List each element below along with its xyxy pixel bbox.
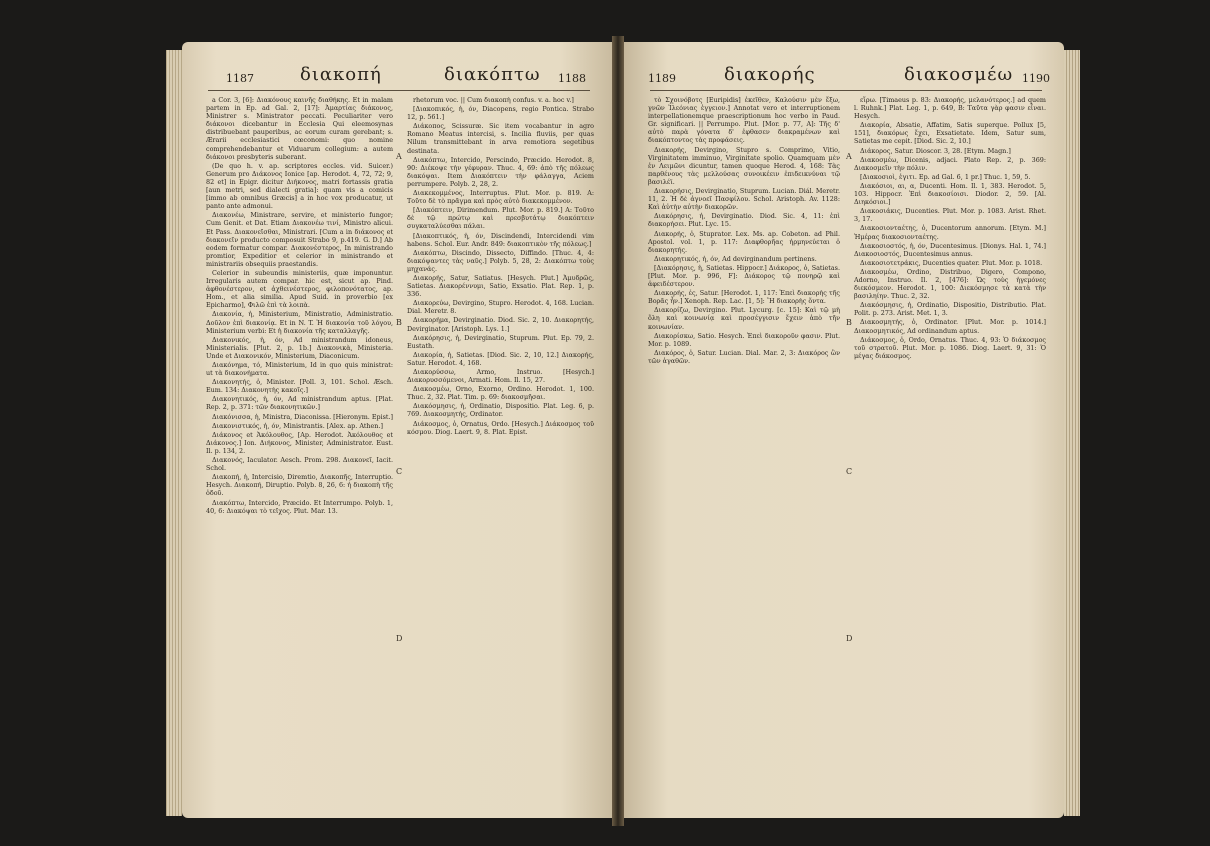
dictionary-entry: Διακορίσκω, Satio. Hesych. Ἐπεὶ διακοροῦν φασιν. Plut. Mor. p. 1089. — [648, 331, 840, 348]
dictionary-entry: Διακόσμησις, ἡ, Ordinatio, Dispositio. Plat. Leg. 6, p. 769. Διακοσμητής, Ordinator. — [407, 402, 594, 419]
section-marker: A — [396, 152, 402, 161]
running-headword: διακορής — [724, 64, 816, 85]
dictionary-entry: Διακονητικός, ἡ, όν, Ad ministrandum aptus. [Plat. Rep. 2, p. 371: τῶν διακονητικῶν.] — [206, 395, 393, 412]
dictionary-entry: Διακόνημα, τό, Ministerium, Id in quo quis ministrat: ut τὰ διακονήματα. — [206, 361, 393, 378]
dictionary-entry: (De quo h. v. ap. scriptores eccles. vid. Suicer.) Generum pro Διάκονος Ionice [ap. Herodot. 4, 72, 72; 9, 82 et] in Epigr. dicitur Διήκονος, matri fortassis gratia [aun metri, sed dialecti gratia]: quam vis a comicis [immo ab omnibus Græcis] a in hoc vox producatur, ut panto ante admonui. — [206, 161, 393, 211]
dictionary-entry: Διακοσμέω, Dicenis, adjaci. Plato Rep. 2, p. 369: Διακοσμεῖν τὴν πόλιν. — [854, 155, 1046, 172]
dictionary-entry: Διακοπή, ἡ, Intercisio, Diremtio, Διακοπῆς, Interruptio. Hesych. Διακοπή, Diruptio. Polyb. 8, 26, 6: ἡ διακοπὴ τῆς ὁδοῦ. — [206, 473, 393, 498]
dictionary-entry: Celerior in subeundis ministeriis, quæ imponuntur. Irregularis autem compar. hic est, sicut ap. Pind. ἀφθονέστερον, et ἀχθεινέστερος, φιλοπονότατος, ap. Hom., et alia similia. Apud Suid. in proverbio [ex Epicharmo], Φιλῶ ἐπὶ τὰ λοιπὰ. — [206, 268, 393, 310]
dictionary-entry: Διακορύσσω, Armo, Instruo. [Hesych.] Διακορυσσόμενοι, Armati. Hom. Il. 15, 27. — [407, 368, 594, 385]
dictionary-entry: τὸ Σχοινόβοτς [Euripidis] ἐκεῖθεν, Καλούσιν μὲν ἔξω, γνῶν Ἰλεόνιας ἐγγειον.] Annotat vero et interruptionem interpellationemque praescriptionum hoc verbo in Paud. Gr. significari. || Perrumpo. Plut. [Mor. p. 77, A]: Τῆς δ' αὐτὸ παρὰ γόνατα δ' ἐφθασεν διακραμένων καὶ διακόπτοντος τὰς προφάσεις. — [648, 96, 840, 145]
dictionary-entry: Διακορήσις, Devirginatio, Stuprum. Lucian. Diál. Meretr. 11, 2. Ἡ δὲ ἀγνοεῖ Πασφίλου. Schol. Aristoph. Av. 1128: Καὶ ἀὐτὴν αὐτὴν διακορῶν. — [648, 187, 840, 212]
right-page-header — [624, 62, 1064, 90]
dictionary-entry: Διακορεύω, Devirgino, Stupro. Herodot. 4, 168. Lucian. Dial. Meretr. 8. — [407, 299, 594, 316]
section-marker: C — [396, 467, 403, 476]
text-column — [407, 96, 594, 808]
dictionary-entry: Διακόρος, ὁ, Satur. Lucian. Dial. Mar. 2, 3: Διακόρος ὢν τῶν ἀγαθῶν. — [648, 348, 840, 365]
dictionary-entry: εἴρω. [Timaeus p. 83: Διακορής, μελανότερος.] ad quem l. Ruhnk.] Plat. Leg. 1, p. 649, B: Ταῦτα γὰρ φασιν εἶναι. Hesych. — [854, 96, 1046, 121]
dictionary-entry: Διακεκομμένος, Interruptus. Plut. Mor. p. 819. A: Τοῦτο δὲ τὸ πρᾶγμα καὶ πρὸς αὐτὸ διακεκομμένον. — [407, 189, 594, 206]
dictionary-entry: Διακορής, Satur, Satiatus. [Hesych. Plut.] Ἀμυδρῶς, Satietas. Διακορέννυμι, Satio, Exsatio. Plat. Rep. 1, p. 336. — [407, 273, 594, 299]
dictionary-entry: Διακορίζω, Devirgino. Plut. Lycurg. [c. 15]: Καὶ τῷ μὴ ὅλη καὶ κοινωνίᾳ καὶ προσέγγισιν ἔχειν ἀπὸ τῆν κοινωνίαν. — [648, 306, 840, 331]
dictionary-entry: Διακονός, Iaculator. Aesch. Prom. 298. Διακονεῖ, Iacit. Schol. — [206, 456, 393, 473]
dictionary-entry: Διάκορος, Satur. Dioscor. 3, 28. [Etym. Magn.] — [860, 146, 1011, 155]
dictionary-entry: Διακορής, Devirgino, Stupro s. Comprimo, Vitio, Virginitatem imminuo, Virginitate spolio. Quamquam μὲν ἐν Λειμῶνι dicuntur, tamen quoque Herod. 4, 168: Τὰς παρθένους τὰς μελλούσας συνοικέειν ἐπιδεικνύναι τῷ βασιλέϊ. — [648, 145, 840, 186]
dictionary-entry: Διακόσμησις, ἡ, Ordinatio, Dispositio, Distributio. Plat. Polit. p. 273. Arist. Met. 1, 3. — [854, 301, 1046, 318]
page-number: 1189 — [648, 72, 676, 85]
running-headword: διακοσμέω — [904, 64, 1014, 85]
dictionary-entry: Διάκοπος, Scissuræ. Sic item vocabantur in agro Romano Meatus intercisi, s. Incilia fluviis, per quas Nilum transmittebant in arva remotiora segetibus destinata. — [407, 122, 594, 155]
page-number: 1188 — [558, 72, 586, 85]
dictionary-entry: Διακορία, Absatie, Affatim, Satis superque. Pollux [5, 151], διακόρως ἔχει, Exsatietate. Idem, Satur sum, Satietas me cepit. [Diod. Sic. 2, 10.] — [854, 121, 1046, 146]
page-number: 1190 — [1022, 72, 1050, 85]
dictionary-entry: rhetorum voc. || Cum διακοπὴ confus. v. a. hoc v.] — [413, 96, 574, 104]
dictionary-entry: Διακόρησις, ἡ, Devirginatio. Diod. Sic. 4, 11: ἐπὶ διακορήσει. Plut. Lyc. 15. — [648, 212, 840, 229]
left-page-header — [182, 62, 612, 90]
section-marker: D — [396, 634, 403, 643]
dictionary-entry: Διάκοσμος, ὁ, Ordo, Ornatus. Thuc. 4, 93: Ὁ διάκοσμος τοῦ στρατοῦ. Plut. Mor. p. 1086. Diog. Laert. 9, 31: Ὁ μέγας διάκοσμος. — [854, 335, 1046, 360]
dictionary-entry: Διακοσιονταέτης, ὁ, Ducentorum annorum. [Etym. M.] Ἡμέρας διακοσιονταέτης. — [854, 224, 1046, 241]
dictionary-entry: Διακόπτω, Discindo, Dissecto, Diffindo. [Thuc. 4, 4: διακόψαντες τὰς ναῦς.] Polyb. 5, 28, 2: Διακόπτω τοὺς μηχανάς. — [407, 248, 594, 273]
right-page-edges — [1064, 50, 1080, 816]
dictionary-entry: Διάκονος et Ἀκόλουθος, [Ap. Herodot. Ἀκόλουθος et Διάκονος.] Ion. Διήκονος, Minister, Administrator. Eust. Il. p. 134, 2. — [206, 430, 393, 455]
dictionary-entry: Διάκοσμος, ὁ, Ornatus, Ordo. [Hesych.] Διάκοσμος τοῦ κόσμου. Diog. Laert. 9, 8. Plat. Epist. — [407, 419, 594, 436]
dictionary-entry: Διακορής, ὁ, Stuprator. Lex. Ms. ap. Cobeton. ad Phil. Apostol. vol. 1, p. 117: Διαφθορῆας ἡρμηνεύεται ὁ διακορητής. — [648, 229, 840, 254]
header-rule — [650, 90, 1042, 91]
dictionary-entry: Διακονητής, ὁ, Minister. [Poll. 3, 101. Schol. Æsch. Eum. 134: Διακονητὴς κακοῖς.] — [206, 378, 393, 395]
dictionary-entry: Διακοσμητής, ὁ, Ordinator. [Plut. Mor. p. 1014.] Διακοσμητικός, Ad ordinandum aptus. — [854, 318, 1046, 335]
dictionary-entry: Διακονιστικός, ἡ, όν, Ministrantis. [Alex. ap. Athen.] — [212, 421, 383, 430]
right-page — [624, 42, 1064, 818]
dictionary-entry: Διακοσμέω, Ordino, Distribuo, Digero, Compono, Adorno, Instruo. Il. 2, [476]: Ὡς τοὺς ἡγεμόνες διεκόσμεον. Herodot. 1, 100: Διεκόσμησε τὰ κατὰ τὴν βασιληίην. Thuc. 2, 32. — [854, 267, 1046, 301]
running-headword: διακοπή — [300, 64, 382, 85]
text-column — [648, 96, 840, 808]
dictionary-entry: Διακονικός, ἡ, όν, Ad ministrandum idoneus, Ministerialis. [Plut. 2, p. 1b.] Διακονικὰ, Ministeria. Unde et Διακονικόν, Ministerium, Diaconicum. — [206, 335, 393, 360]
right-page-columns — [648, 96, 1046, 808]
left-page — [182, 42, 612, 818]
dictionary-entry: [Διακοπτικός, ἡ, όν, Discindendi, Intercidendi vim habens. Schol. Eur. Andr. 849: διακοπτικὸν τῆς πόλεως.] — [407, 231, 594, 248]
dictionary-entry: [Διακοσιοὶ, ἐγιτι. Ep. ad Gal. 6, 1 pr.] Thuc. 1, 59, 5. — [860, 172, 1031, 181]
dictionary-entry: Διακόνισσα, ἡ, Ministra, Diaconissa. [Hieronym. Epist.] — [212, 412, 393, 421]
dictionary-entry: Διακοσιοτετράκις, Ducenties quater. Plut. Mor. p. 1018. — [860, 258, 1043, 267]
page-number: 1187 — [226, 72, 254, 85]
section-marker: C — [846, 467, 853, 476]
dictionary-entry: Διακορητικός, ἡ, όν, Ad devirginandum pertinens. — [654, 254, 817, 263]
section-marker: A — [846, 152, 852, 161]
dictionary-entry: [Διακοπικός, ἡ, όν, Diacopens, regio Pontica. Strabo 12, p. 561.] — [407, 105, 594, 122]
running-headword: διακόπτω — [444, 64, 541, 85]
dictionary-entry: [Διακόπτειν, Dirimendum. Plut. Mor. p. 819.] A: Τοῦτο δὲ τῷ πρώτῳ καὶ πρεσβυτάτῳ διακόπτειν συγκαταλύεσθαι πάλαι. — [407, 206, 594, 231]
dictionary-entry: Διακόρησις, ἡ, Devirginatio, Stuprum. Plut. Ep. 79, 2. Eustath. — [407, 333, 594, 350]
dictionary-entry: a Cor. 3, [6]: Διακόνους καινῆς διαθήκης. Et in malam partem in Ep. ad Gal. 2, [17]: Ἁμαρτίας διάκονος, Ministrer s. Ministrator peccati. Peculiariter vero διάκονοι dicebantur in Ecclesia Qui eleemosynas distribuebant pauperibus, ac eorum curam gerebant; s. Ærarii ecclesiastici cœconomi: quo nomine comprehendebantur et Viduarum collegium: a autem διάκονοι presbyteris suberant. — [206, 96, 393, 161]
dictionary-entry: Διακορής, ές, Satur. [Herodot. 1, 117: Ἐπεὶ διακορὴς τῆς Βορᾶς ἦν.] Xenoph. Rep. Lac. [1, 5]: Ἢ διακορὴς ὄντα. — [648, 289, 840, 306]
section-marker: D — [846, 634, 853, 643]
dictionary-entry: Διακορήμα, Devirginatio. Diod. Sic. 2, 10. Διακορητής, Devirginator. [Aristoph. Lys. 1.] — [407, 316, 594, 333]
section-marker: B — [846, 318, 852, 327]
dictionary-entry: Διακόπτω, Intercido, Præcido. Et Interrumpo. Polyb. 1, 40, 6: Διακόψαι τὸ τεῖχος. Plut. Mar. 13. — [206, 498, 393, 515]
dictionary-entry: Διακοσμέω, Orno, Exorno, Ordino. Herodot. 1, 100. Thuc. 2, 32. Plat. Tim. p. 69: διακοσμῆσαι. — [407, 385, 594, 402]
text-column — [854, 96, 1046, 808]
dictionary-entry: [Διακόρησις, ἡ, Satietas. Hippocr.] Διάκορος, ὁ, Satietas. [Plut. Mor. p. 996, F]: Διάκορος τῷ πονηρῷ καὶ ἀφειδέστερον. — [648, 263, 840, 289]
left-page-columns — [206, 96, 594, 808]
dictionary-entry: Διακόσιοι, αι, α, Ducenti. Hom. Il. 1, 383. Herodot. 5, 103. Hippocr. Ἐπὶ διακοσίοισι. Diodor. 2, 59. [Al. Διηκόσιοι.] — [854, 181, 1046, 207]
book-gutter — [612, 36, 624, 826]
text-column — [206, 96, 393, 808]
dictionary-entry: Διακοσιοστός, ἡ, όν, Ducentesimus. [Dionys. Hal. 1, 74.] Διακοσιοστός, Ducentesimus annus. — [854, 241, 1046, 258]
dictionary-entry: Διακόπτω, Intercido, Perscindo, Præcido. Herodot. 8, 90: Διέκοψε τὴν γέφυραν. Thuc. 4, 69: ἀπὸ τῆς πόλεως διακόψαι. Item Διακόπτειν τὴν φάλαγγα, Aciem perrumpere. Polyb. 2, 28, 2. — [407, 155, 594, 188]
dictionary-entry: Διακονία, ἡ, Ministerium, Ministratio, Administratio. Δοῦλον ἐπὶ διακονίᾳ. Et in N. T. Ἡ διακονία τοῦ λόγου, Ministerium verbi: Et ἡ διακονία τῆς καταλλαγῆς. — [206, 310, 393, 335]
left-page-edges — [166, 50, 182, 816]
header-rule — [208, 90, 590, 91]
dictionary-entry: Διακονέω, Ministrare, servire, et ministerio fungor; Cum Genit. et Dat. Etiam Διακονέω τινί, Ministro alicui. Et Pass. Διακονεῖσθαι, Ministrari. [Cum a in διάκονος et διακονεῖν producto composuit Strabo 9, p.419. G. D.] Ab eodem formatur compar. Διακονέστερος, In ministrando promtior, Expeditior et celerior in ministrando et ministrariis obsequiis praestandis. — [206, 211, 393, 268]
dictionary-entry: Διακοσιάκις, Ducenties. Plut. Mor. p. 1083. Arist. Rhet. 3, 17. — [854, 207, 1046, 224]
dictionary-entry: Διακορία, ἡ, Satietas. [Diod. Sic. 2, 10, 12.] Διακορής, Satur. Herodot. 4, 168. — [407, 350, 594, 367]
section-marker: B — [396, 318, 402, 327]
